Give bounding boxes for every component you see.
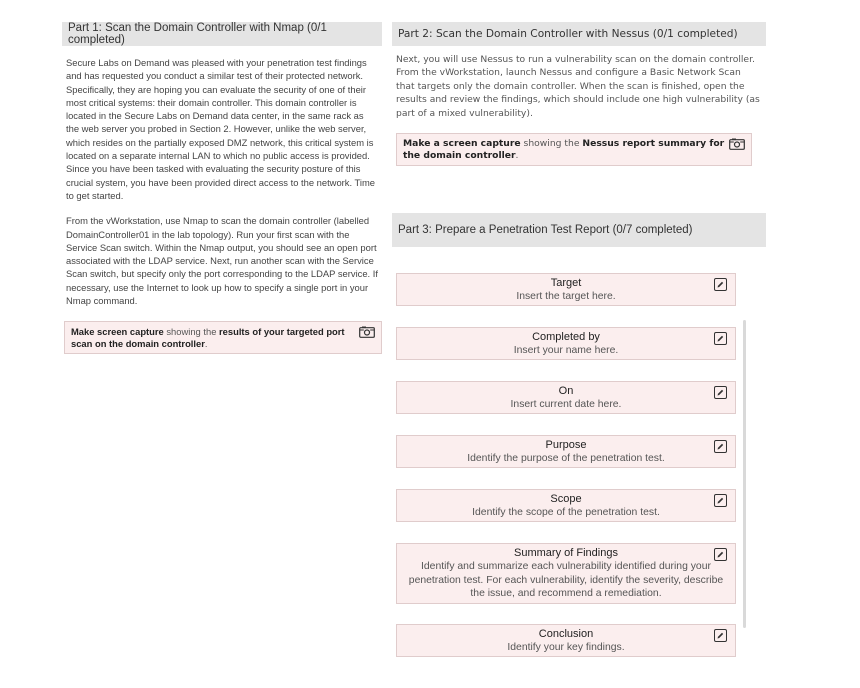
scrollbar[interactable] (743, 320, 746, 628)
edit-icon[interactable] (714, 440, 727, 453)
card-on[interactable] (396, 381, 736, 414)
card-description: Identify and summarize each vulnerability identified during your penetration test. For each vulnerability, identify the severity, describe the issue, and recommend a remediation. (408, 561, 724, 599)
capture-target: results of your targeted port scan on the domain controller (71, 326, 345, 349)
edit-icon[interactable] (714, 386, 727, 399)
edit-icon[interactable] (714, 332, 727, 345)
part2-paragraph: Next, you will use Nessus to run a vulnerability scan on the domain controller. From the vWorkstation, launch Nessus and configure a Basic Network Scan that targets only the domain controller. When the scan is finished, open the results and review the findings, which should include one high vulnerability (as part of a mixed vulnerability). (396, 54, 760, 119)
part1-header-text: Part 1: Scan the Domain Controller with Nmap (0/1 completed) (68, 22, 327, 46)
card-completed-by[interactable] (396, 327, 736, 360)
part3-header-text: Part 3: Prepare a Penetration Test Report (0/7 completed) (398, 224, 693, 236)
part1-instructions-paragraph: From the vWorkstation, use Nmap to scan the domain controller (labelled DomainController01 in the lab topology). Run your first scan with the Service Scan switch. Within the Nmap output, you should see an open port associated with the LDAP service. Next, run another scan with the Service Scan switch, but specify only the port corresponding to the LDAP service. If necessary, use the Internet to look up how to specify a single port in your Nmap command. (66, 215, 378, 307)
part1-section (62, 22, 382, 354)
camera-icon[interactable] (729, 138, 745, 150)
part2-header (392, 22, 766, 46)
card-summary-of-findings[interactable] (396, 543, 736, 604)
card-title: Summary of Findings (514, 547, 618, 559)
card-title: Completed by (532, 331, 600, 343)
card-title: Target (550, 277, 582, 289)
report-cards (396, 273, 736, 657)
card-purpose[interactable] (396, 435, 736, 468)
capture-middle: showing the (163, 326, 220, 338)
part2-section (392, 22, 766, 166)
card-description: Identify the scope of the penetration test. (472, 507, 660, 518)
card-conclusion[interactable] (396, 624, 736, 657)
capture-lead: Make a screen capture (403, 138, 521, 150)
capture-end: . (204, 337, 208, 349)
capture-lead: Make screen capture (71, 326, 164, 338)
camera-icon[interactable] (359, 326, 375, 338)
part3-header (392, 213, 766, 247)
capture-middle: showing the (520, 138, 583, 150)
card-title: Scope (550, 493, 582, 505)
card-target[interactable] (396, 273, 736, 306)
capture-target: Nessus report summary for the domain controller (403, 138, 725, 161)
card-description: Insert your name here. (513, 345, 619, 356)
card-description: Insert the target here. (516, 291, 616, 302)
part1-header (62, 22, 382, 46)
part2-header-text: Part 2: Scan the Domain Controller with Nessus (0/1 completed) (398, 28, 738, 40)
edit-icon[interactable] (714, 278, 727, 291)
card-description: Identify your key findings. (507, 642, 625, 653)
card-title: Conclusion (538, 628, 594, 640)
part1-intro-paragraph: Secure Labs on Demand was pleased with your penetration test findings and has requested you conduct a similar test of their protected network. Specifically, they are hoping you can evaluate the security of one of their most critical systems: their domain controller. This domain controller is located in the Secure Labs on Demand data center, in the same rack as the web server you probed in Section 2. However, unlike the web server, which resides on the partially exposed DMZ network, this critical system is located on a separate internal LAN to which no public access is provided. Since you have been tasked with evaluating the security posture of this crucial system, you have been provided direct access to the network. Time to get started. (66, 57, 375, 201)
edit-icon[interactable] (714, 629, 727, 642)
part1-capture-task[interactable] (64, 321, 382, 354)
edit-icon[interactable] (714, 494, 727, 507)
card-scope[interactable] (396, 489, 736, 522)
edit-icon[interactable] (714, 548, 727, 561)
capture-end: . (515, 149, 519, 161)
card-description: Identify the purpose of the penetration test. (467, 453, 665, 464)
card-description: Insert current date here. (510, 399, 622, 410)
card-title: On (558, 385, 574, 397)
part2-capture-task[interactable] (396, 133, 752, 166)
card-title: Purpose (545, 439, 587, 451)
